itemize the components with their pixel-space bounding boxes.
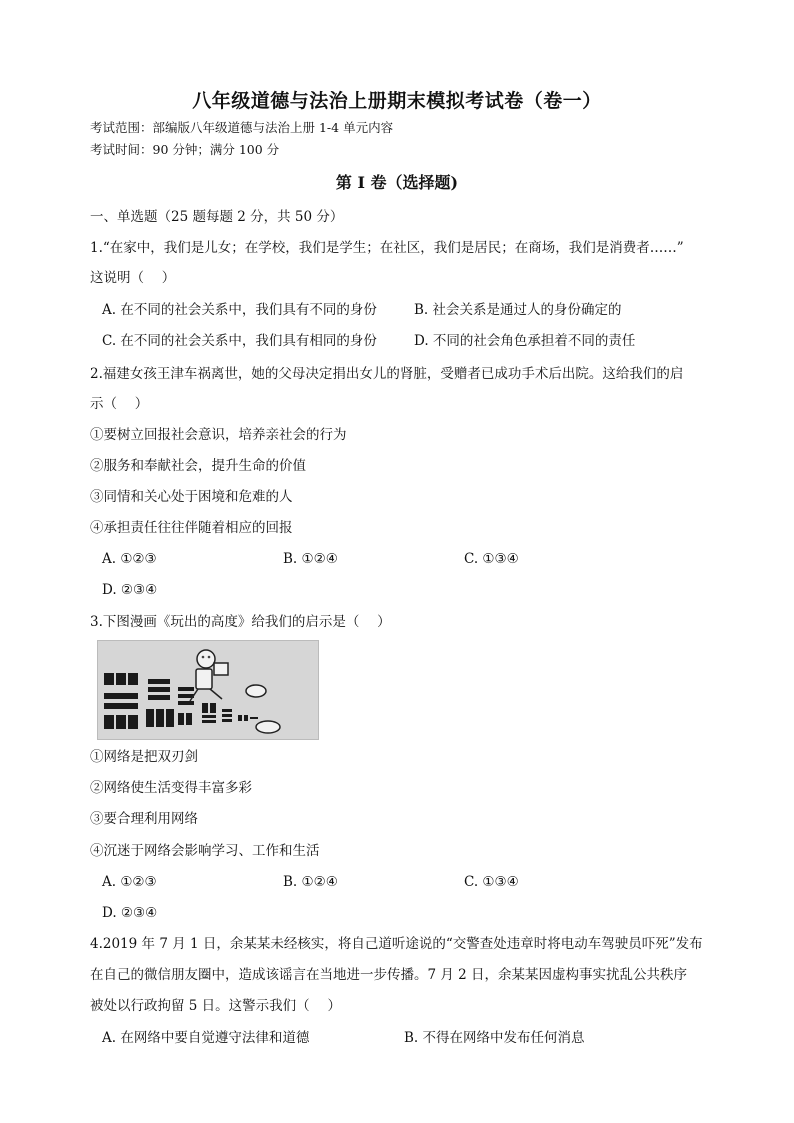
q3-option-b[interactable]: B. ①②④ [283,874,338,890]
q2-statement-2: ②服务和奉献社会，提升生命的价值 [90,458,306,474]
q4-option-b[interactable]: B. 不得在网络中发布任何消息 [404,1030,585,1046]
q2-statement-1: ①要树立回报社会意识，培养亲社会的行为 [90,427,347,443]
q2-option-c[interactable]: C. ①③④ [464,551,519,567]
q3-statement-3: ③要合理利用网络 [90,811,198,827]
q1-stem-line1: 1.“在家中，我们是儿女；在学校，我们是学生；在社区，我们是居民；在商场，我们是消费者……” [90,240,684,256]
q3-statement-2: ②网络使生活变得丰富多彩 [90,780,252,796]
q3-option-c[interactable]: C. ①③④ [464,874,519,890]
section-title: 第 I 卷（选择题) [335,173,459,192]
q3-statement-1: ①网络是把双刃剑 [90,749,198,765]
q2-option-a[interactable]: A. ①②③ [102,551,157,567]
q1-option-b[interactable]: B. 社会关系是通过人的身份确定的 [414,302,622,318]
q2-option-d[interactable]: D. ②③④ [102,582,158,598]
part-heading: 一、单选题（25 题每题 2 分，共 50 分） [90,209,344,225]
q2-stem-line2: 示（ ） [90,396,149,412]
q3-option-a[interactable]: A. ①②③ [102,874,157,890]
exam-time: 考试时间：90 分钟；满分 100 分 [90,142,280,157]
q3-stem-line1: 3.下图漫画《玩出的高度》给我们的启示是（ ） [90,614,391,630]
page-title: 八年级道德与法治上册期末模拟考试卷（卷一） [192,90,602,112]
q2-stem-line1: 2.福建女孩王津车祸离世，她的父母决定捐出女儿的肾脏，受赠者已成功手术后出院。这给我们的启 [90,366,684,382]
cartoon-illustration [98,641,318,739]
q1-option-a[interactable]: A. 在不同的社会关系中，我们具有不同的身份 [102,302,377,318]
q4-stem-line3: 被处以行政拘留 5 日。这警示我们（ ） [90,998,341,1014]
q1-option-c[interactable]: C. 在不同的社会关系中，我们具有相同的身份 [102,333,377,349]
q2-statement-4: ④承担责任往往伴随着相应的回报 [90,520,293,536]
q4-stem-line2: 在自己的微信朋友圈中，造成该谣言在当地进一步传播。7 月 2 日，余某某因虚构事实扰乱公共秩序 [90,967,688,983]
q1-stem-line2: 这说明（ ） [90,270,176,286]
q4-stem-line1: 4.2019 年 7 月 1 日，余某某未经核实，将自己道听途说的“交警查处违章时将电动车驾驶员吓死”发布 [90,936,703,952]
q1-option-d[interactable]: D. 不同的社会角色承担着不同的责任 [414,333,636,349]
exam-scope: 考试范围：部编版八年级道德与法治上册 1-4 单元内容 [90,120,394,135]
q2-statement-3: ③同情和关心处于困境和危难的人 [90,489,293,505]
cartoon-image [97,640,319,740]
q2-option-b[interactable]: B. ①②④ [283,551,338,567]
q3-option-d[interactable]: D. ②③④ [102,905,158,921]
q3-statement-4: ④沉迷于网络会影响学习、工作和生活 [90,843,320,859]
q4-option-a[interactable]: A. 在网络中要自觉遵守法律和道德 [102,1030,310,1046]
